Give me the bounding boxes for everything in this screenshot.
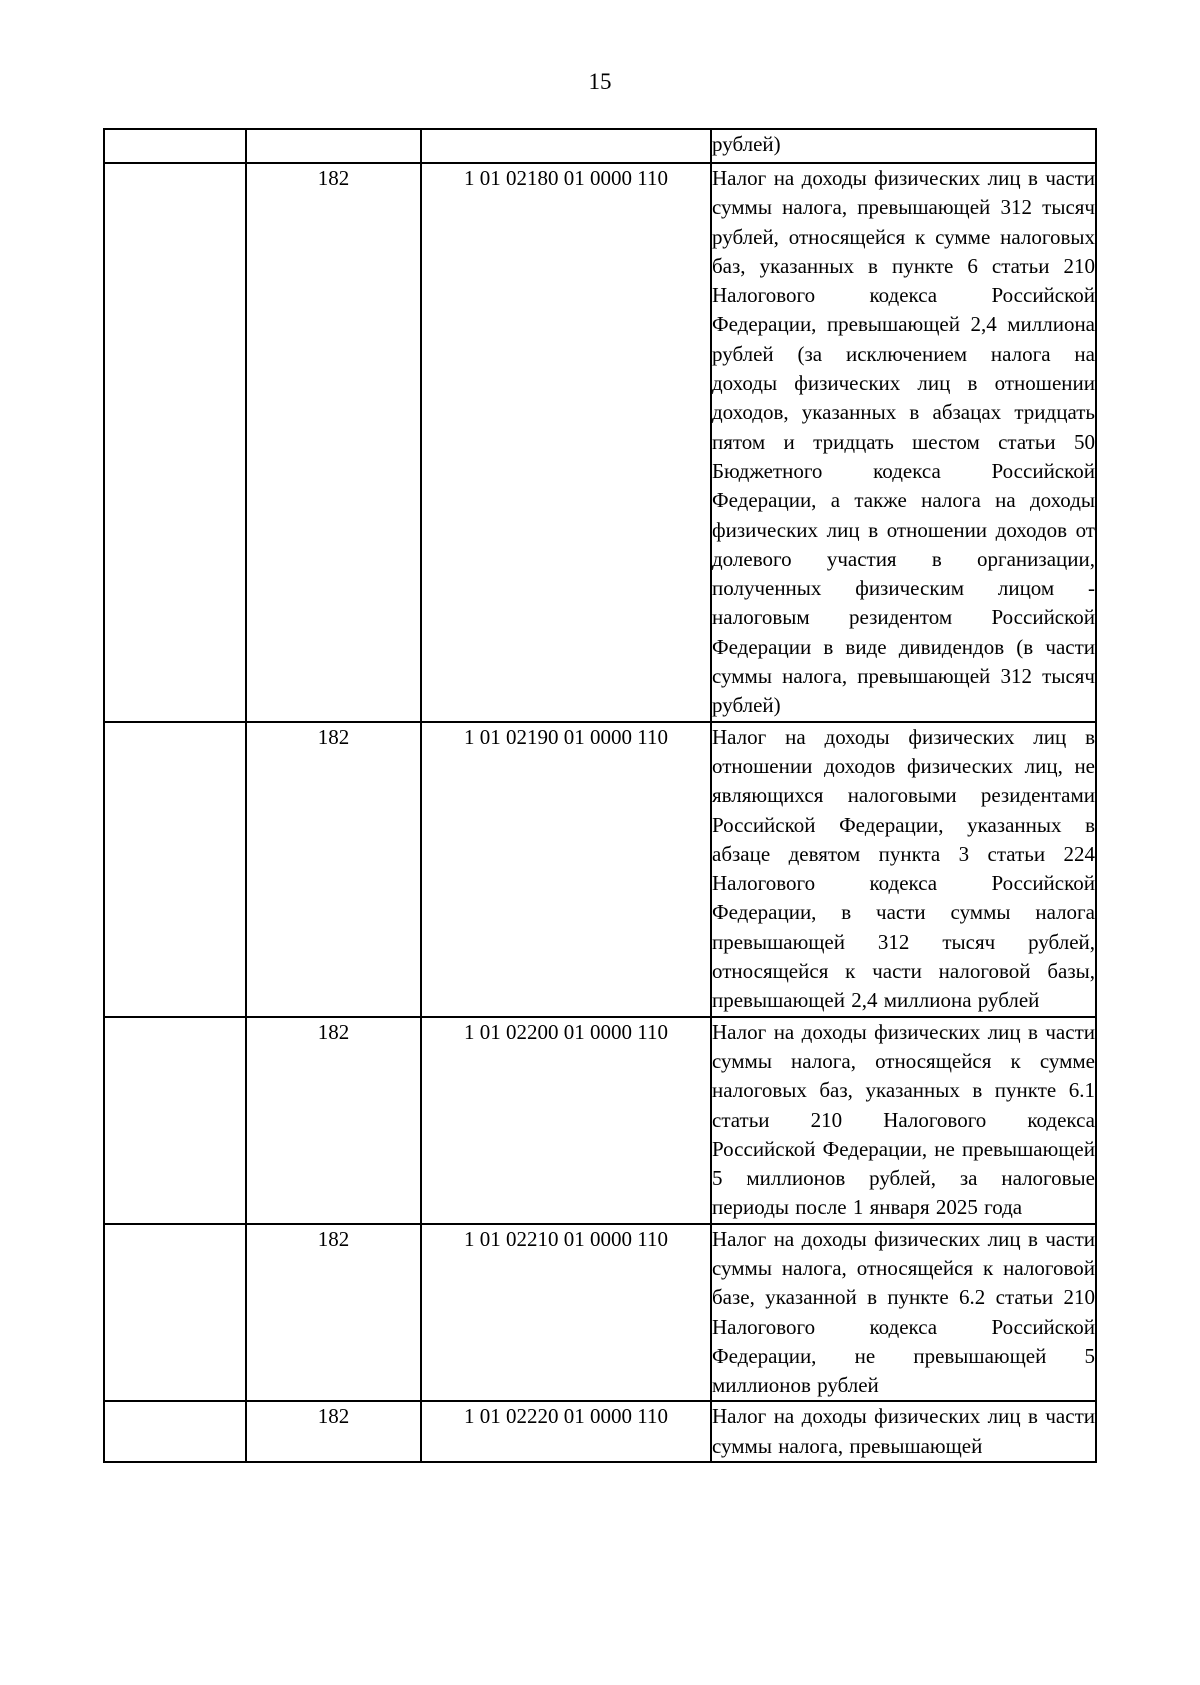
description-cell: Налог на доходы физических лиц в части суммы налога, превышающей 312 тысяч рублей, относящейся к сумме налоговых баз, указанных в пункте 6 статьи 210 Налогового кодекса Российской Федерации, превышающей 2,4 миллиона рублей (за исключением налога на доходы физических лиц в отношении доходов, указанных в абзацах тридцать пятом и тридцать шестом статьи 50 Бюджетного кодекса Российской Федерации, а также налога на доходы физических лиц в отношении доходов от долевого участия в организации, полученных физическим лицом - налоговым резидентом Российской Федерации в виде дивидендов (в части суммы налога, превышающей 312 тысяч рублей): [711, 163, 1096, 722]
description-cell: рублей): [711, 129, 1096, 163]
admin-code-cell: 182: [246, 1224, 421, 1402]
row-blank-cell: [104, 722, 246, 1017]
page-number: 15: [588, 69, 612, 94]
description-cell: Налог на доходы физических лиц в части суммы налога, превышающей: [711, 1401, 1096, 1462]
table-row: [104, 1224, 1096, 1402]
admin-code-cell: 182: [246, 163, 421, 722]
kbk-code-cell: 1 01 02200 01 0000 110: [421, 1017, 711, 1224]
table-row: [104, 1401, 1096, 1462]
row-blank-cell: [104, 129, 246, 163]
admin-code-cell: 182: [246, 1401, 421, 1462]
admin-code-cell: [246, 129, 421, 163]
revenue-classification-table: [103, 128, 1097, 1463]
kbk-code-cell: 1 01 02180 01 0000 110: [421, 163, 711, 722]
description-cell: Налог на доходы физических лиц в части суммы налога, относящейся к налоговой базе, указанной в пункте 6.2 статьи 210 Налогового кодекса Российской Федерации, не превышающей 5 миллионов рублей: [711, 1224, 1096, 1402]
kbk-code-cell: 1 01 02190 01 0000 110: [421, 722, 711, 1017]
admin-code-cell: 182: [246, 1017, 421, 1224]
table-row: [104, 1017, 1096, 1224]
table-row: [104, 722, 1096, 1017]
table-row: [104, 163, 1096, 722]
kbk-code-cell: 1 01 02210 01 0000 110: [421, 1224, 711, 1402]
row-blank-cell: [104, 1224, 246, 1402]
kbk-code-cell: 1 01 02220 01 0000 110: [421, 1401, 711, 1462]
row-blank-cell: [104, 1401, 246, 1462]
description-cell: Налог на доходы физических лиц в отношении доходов физических лиц, не являющихся налоговыми резидентами Российской Федерации, указанных в абзаце девятом пункта 3 статьи 224 Налогового кодекса Российской Федерации, в части суммы налога превышающей 312 тысяч рублей, относящейся к части налоговой базы, превышающей 2,4 миллиона рублей: [711, 722, 1096, 1017]
description-cell: Налог на доходы физических лиц в части суммы налога, относящейся к сумме налоговых баз, указанных в пункте 6.1 статьи 210 Налогового кодекса Российской Федерации, не превышающей 5 миллионов рублей, за налоговые периоды после 1 января 2025 года: [711, 1017, 1096, 1224]
row-blank-cell: [104, 1017, 246, 1224]
admin-code-cell: 182: [246, 722, 421, 1017]
kbk-code-cell: [421, 129, 711, 163]
table-row: [104, 129, 1096, 163]
row-blank-cell: [104, 163, 246, 722]
